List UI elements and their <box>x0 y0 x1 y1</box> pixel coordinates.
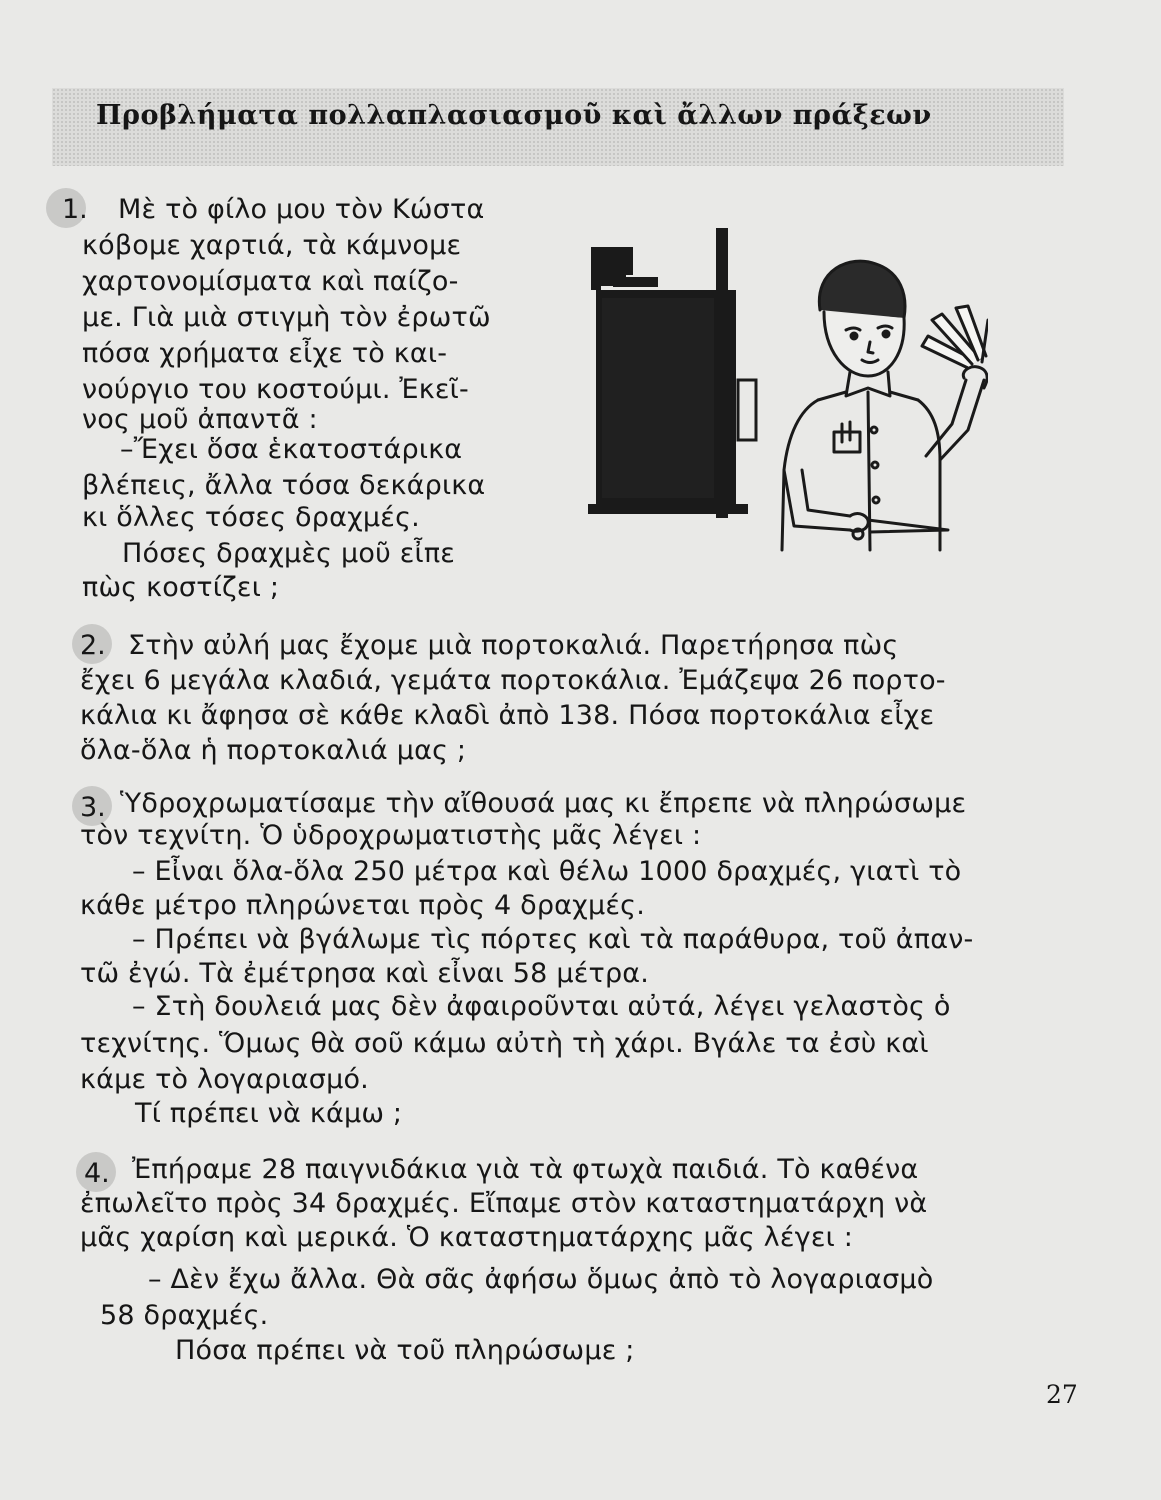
problem-2-line-2: ἔχει 6 μεγάλα κλαδιά, γεμάτα πορτοκάλια. Ἐμάζεψα 26 πορτο- <box>80 665 946 696</box>
problem-1-line-6: νούργιο του κοστούμι. Ἐκεῖ- <box>82 374 469 405</box>
problem-3-line-8: τεχνίτης. Ὅμως θὰ σοῦ κάμω αὐτὴ τὴ χάρι. Βγάλε τα ἐσὺ καὶ <box>80 1028 929 1059</box>
problem-3-line-4: κάθε μέτρο πληρώνεται πρὸς 4 δραχμές. <box>80 890 645 921</box>
problem-1-line-7: νος μοῦ ἀπαντᾶ : <box>82 404 318 435</box>
boy-figure <box>782 261 988 550</box>
problem-3-line-9: κάμε τὸ λογαριασμό. <box>80 1064 369 1095</box>
boy-illustration <box>588 220 988 570</box>
problem-4-line-3: μᾶς χαρίση καὶ μερικά. Ὁ καταστηματάρχης μᾶς λέγει : <box>80 1222 854 1253</box>
problem-2-line-1: Στὴν αὐλή μας ἔχομε μιὰ πορτοκαλιά. Παρετήρησα πὼς <box>128 630 899 661</box>
problem-1-line-3: χαρτονομίσματα καὶ παίζο- <box>82 266 459 297</box>
problem-4-line-2: ἐπωλεῖτο πρὸς 34 δραχμές. Εἴπαμε στὸν καταστηματάρχη νὰ <box>80 1188 928 1219</box>
problem-1-line-11: Πόσες δραχμὲς μοῦ εἶπε <box>122 538 456 569</box>
problem-4-line-4: – Δὲν ἔχω ἄλλα. Θὰ σᾶς ἀφήσω ὅμως ἀπὸ τὸ λογαριασμὸ <box>148 1264 934 1295</box>
problem-1-line-1: Μὲ τὸ φίλο μου τὸν Κώστα <box>118 194 485 225</box>
problem-1-line-8: –Ἔχει ὅσα ἑκατοστάρικα <box>120 434 463 465</box>
page-number: 27 <box>1046 1380 1078 1409</box>
problem-2-line-4: ὅλα-ὅλα ἡ πορτοκαλιά μας ; <box>80 735 467 766</box>
problem-3-line-3: – Εἶναι ὅλα-ὅλα 250 μέτρα καὶ θέλω 1000 δραχμές, γιατὶ τὸ <box>132 856 962 887</box>
problem-1-line-2: κόβομε χαρτιά, τὰ κάμνομε <box>82 230 462 261</box>
problem-4-line-1: Ἐπήραμε 28 παιγνιδάκια γιὰ τὰ φτωχὰ παιδιά. Τὸ καθένα <box>132 1154 919 1185</box>
problem-1-number: 1. <box>62 194 88 225</box>
problem-4-line-6: Πόσα πρέπει νὰ τοῦ πληρώσωμε ; <box>175 1335 635 1366</box>
problem-1-line-10: κι ὅλλες τόσες δραχμές. <box>82 502 420 533</box>
problem-3-number: 3. <box>80 792 106 823</box>
problem-3-line-7: – Στὴ δουλειά μας δὲν ἀφαιροῦνται αὐτά, λέγει γελαστὸς ὁ <box>132 991 951 1022</box>
problem-3-line-6: τῶ ἐγώ. Τὰ ἐμέτρησα καὶ εἶναι 58 μέτρα. <box>80 958 650 989</box>
problem-4-number: 4. <box>84 1158 110 1189</box>
problem-3-line-1: Ὑδροχρωματίσαμε τὴν αἴθουσά μας κι ἔπρεπε νὰ πληρώσωμε <box>120 788 967 819</box>
problem-2-line-3: κάλια κι ἄφησα σὲ κάθε κλαδὶ ἀπὸ 138. Πόσα πορτοκάλια εἶχε <box>80 700 935 731</box>
problem-1-line-12: πὼς κοστίζει ; <box>82 572 280 603</box>
problem-4-line-5: 58 δραχμές. <box>100 1300 269 1331</box>
problem-1-line-9: βλέπεις, ἄλλα τόσα δεκάρικα <box>82 470 486 501</box>
problem-1-line-5: πόσα χρήματα εἶχε τὸ και- <box>82 338 448 369</box>
doorway-image <box>588 228 756 518</box>
problem-3-line-5: – Πρέπει νὰ βγάλωμε τὶς πόρτες καὶ τὰ παράθυρα, τοῦ ἀπαν- <box>132 924 974 955</box>
problem-2-number: 2. <box>80 630 106 661</box>
problem-3-line-2: τὸν τεχνίτη. Ὁ ὑδροχρωματιστὴς μᾶς λέγει : <box>80 820 702 851</box>
problem-1-line-4: με. Γιὰ μιὰ στιγμὴ τὸν ἐρωτῶ <box>82 302 491 333</box>
problem-3-line-10: Τί πρέπει νὰ κάμω ; <box>135 1098 403 1129</box>
page-title: Προβλήματα πολλαπλασιασμοῦ καὶ ἄλλων πράξεων <box>96 100 932 131</box>
